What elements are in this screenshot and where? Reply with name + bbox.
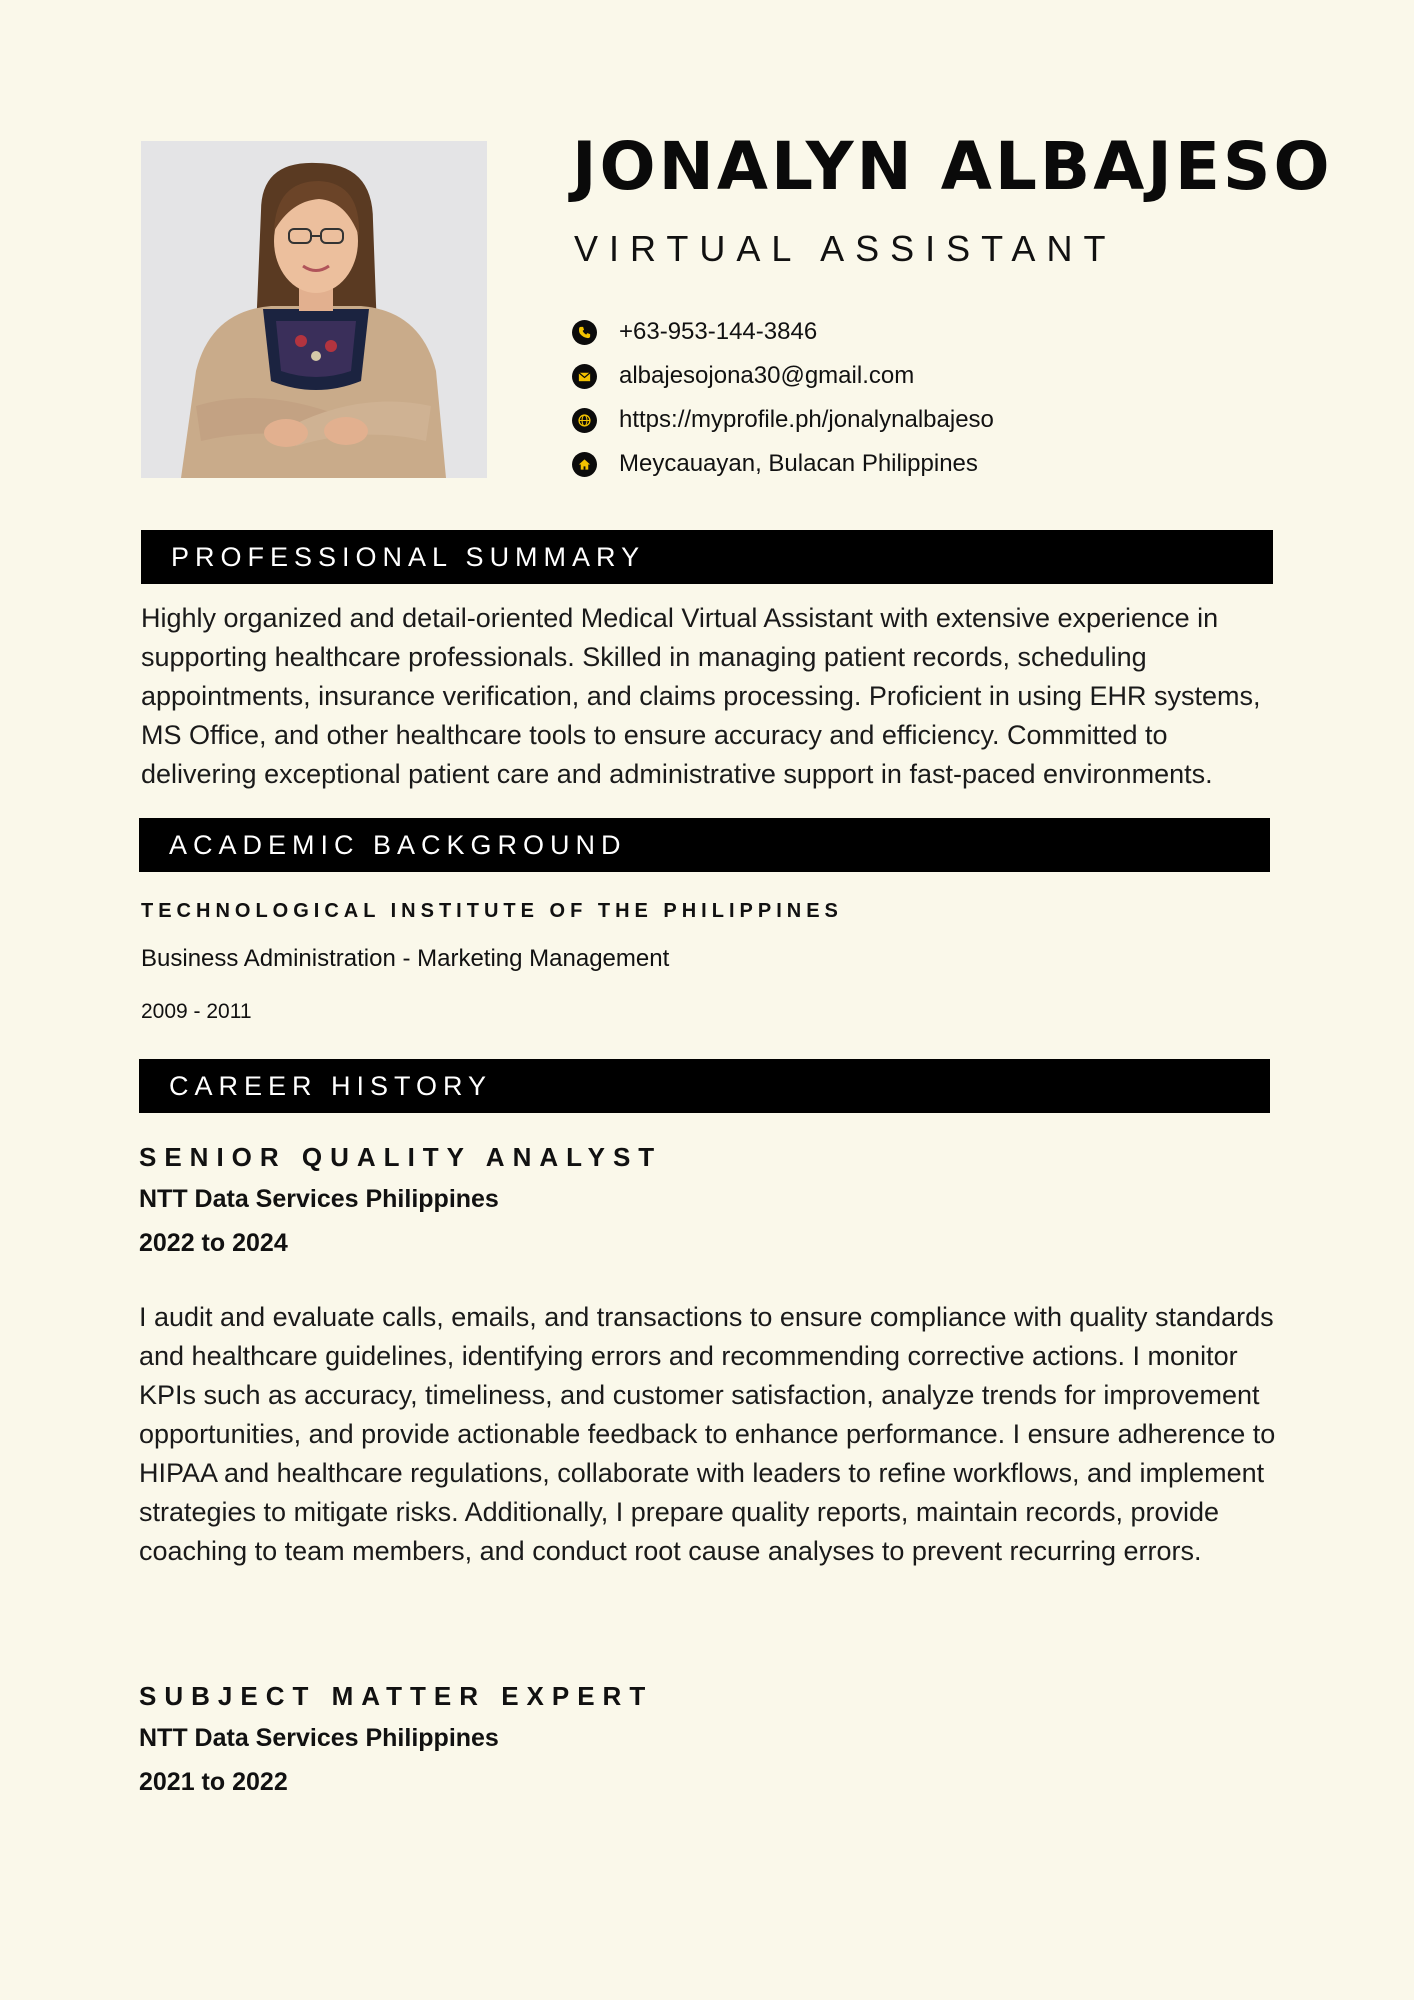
section-header-education: ACADEMIC BACKGROUND [139,818,1270,872]
education-years: 2009 - 2011 [141,1000,252,1023]
candidate-name: JONALYN ALBAJESO [572,128,1333,205]
job-description: I audit and evaluate calls, emails, and transactions to ensure compliance with quality standards and healthcare guidelines, identifying errors and recommending corrective actions. I monitor KPIs such as accuracy, timeliness, and customer satisfaction, analyze trends for improvement opportunities, and provide actionable feedback to enhance performance. I ensure adherence to HIPAA and healthcare regulations, collaborate with leaders to refine workflows, and implement strategies to mitigate risks. Additionally, I prepare quality reports, maintain records, provide coaching to team members, and conduct root cause analyses to prevent recurring errors. [139,1302,1276,1566]
job-dates: 2021 to 2022 [139,1768,288,1796]
contact-website [572,398,994,442]
section-header-career: CAREER HISTORY [139,1059,1270,1113]
contact-email [572,354,994,398]
phone-icon [572,320,597,345]
job-dates: 2022 to 2024 [139,1229,288,1257]
job-title: SENIOR QUALITY ANALYST [139,1142,663,1172]
contact-email-text: albajesojona30@gmail.com [619,362,915,389]
job-company: NTT Data Services Philippines [139,1185,499,1213]
contact-phone [572,310,994,354]
candidate-role: VIRTUAL ASSISTANT [574,228,1117,269]
job-company: NTT Data Services Philippines [139,1724,499,1752]
summary-text: Highly organized and detail-oriented Medical Virtual Assistant with extensive experience in supporting healthcare professionals. Skilled in managing patient records, scheduling appointments, insurance verification, and claims processing. Proficient in using EHR systems, MS Office, and other healthcare tools to ensure accuracy and efficiency. Committed to delivering exceptional patient care and administrative support in fast-paced environments. [141,603,1261,789]
contact-list [572,310,994,486]
contact-address-text: Meycauayan, Bulacan Philippines [619,450,978,477]
degree: Business Administration - Marketing Management [141,945,670,972]
email-icon [572,364,597,389]
profile-photo [141,141,487,478]
home-icon [572,452,597,477]
section-header-summary: PROFESSIONAL SUMMARY [141,530,1273,584]
job-title: SUBJECT MATTER EXPERT [139,1681,654,1711]
globe-icon [572,408,597,433]
contact-address [572,442,994,486]
contact-website-text: https://myprofile.ph/jonalynalbajeso [619,406,994,433]
contact-phone-text: +63-953-144-3846 [619,318,818,345]
school-name: TECHNOLOGICAL INSTITUTE OF THE PHILIPPINES [141,900,843,922]
